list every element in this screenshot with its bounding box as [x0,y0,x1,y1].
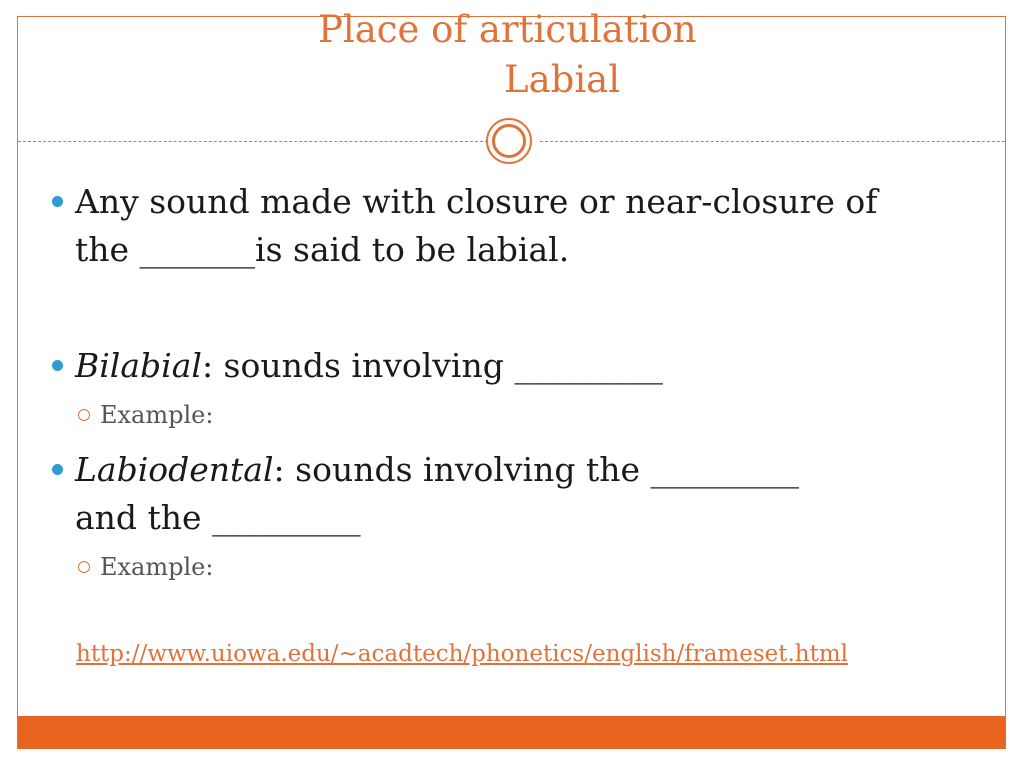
hollow-circle-bullet-icon [78,409,90,421]
bilabial-term: Bilabial [75,346,202,385]
sub-example-2-text: Example: [100,553,214,581]
hollow-circle-bullet-icon [78,561,90,573]
labiodental-term: Labiodental [75,450,274,489]
bullet-labiodental-line2: and the _________ [75,498,361,537]
labiodental-description: : sounds involving the _________ [273,450,799,489]
bullet-labiodental-text [75,446,955,542]
slide-title-line2: Labial [504,58,621,101]
bullet-labiodental-line1 [75,446,955,494]
footer-bar [18,716,1005,749]
slide-title-line1: Place of articulation [318,8,697,51]
bilabial-description: : sounds involving _________ [201,346,663,385]
bullet-bilabial-text [75,342,955,390]
bullet-dot-icon [52,360,63,371]
sub-example-1-text: Example: [100,401,214,429]
phonetics-link[interactable]: http://www.uiowa.edu/~acadtech/phonetics/english/frameset.html [76,641,849,667]
bullet-dot-icon [52,196,63,207]
sub-example-2 [78,552,213,582]
bullet-labial-text [75,178,955,274]
bullet-labial-line2: the _______is said to be labial. [75,230,570,269]
bullet-labial-line1: Any sound made with closure or near-closure of [75,182,878,221]
bullet-dot-icon [52,464,63,475]
sub-example-1 [78,400,213,430]
